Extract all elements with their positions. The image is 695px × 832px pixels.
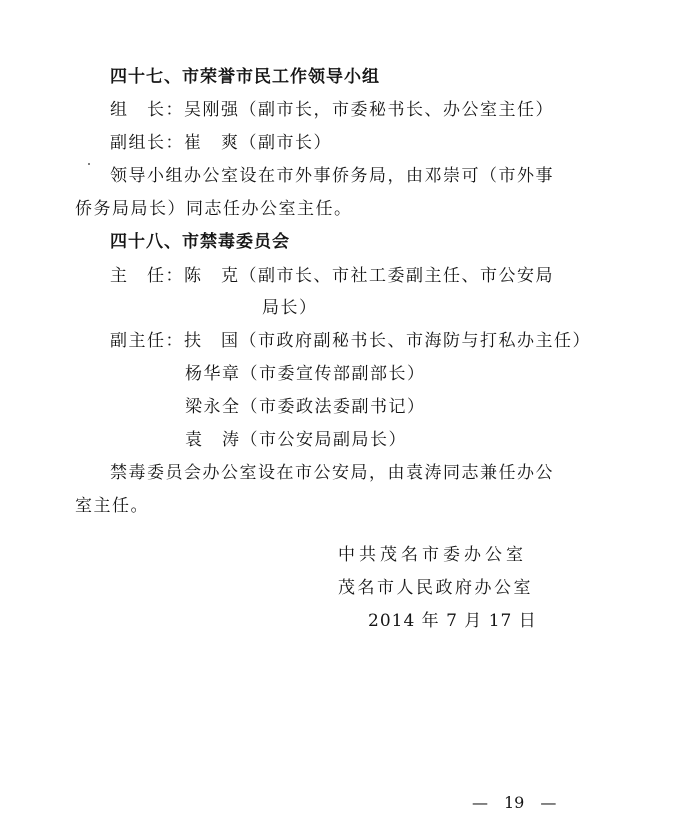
s47-deputy-row — [110, 133, 332, 153]
s47-deputy-label: 副组长： — [110, 133, 184, 153]
signature-org-1: 中共茂名市委办公室 — [338, 545, 527, 565]
s48-deputy-row — [110, 331, 591, 351]
s48-director-row — [110, 266, 554, 286]
s47-leader-label: 组 长： — [110, 100, 184, 120]
s48-deputy-2: 杨华章（市委宣传部副部长） — [185, 364, 426, 384]
s48-note-line-2: 室主任。 — [75, 496, 149, 516]
scan-speck — [88, 163, 90, 165]
page-number: — 19 — — [472, 793, 557, 812]
s48-director-value: 陈 克（副市长、市社工委副主任、市公安局 — [184, 266, 554, 286]
s48-deputy-3: 梁永全（市委政法委副书记） — [185, 397, 426, 417]
s48-deputy-1: 扶 国（市政府副秘书长、市海防与打私办主任） — [184, 331, 591, 351]
s47-note-line-1: 领导小组办公室设在市外事侨务局，由邓崇可（市外事 — [110, 166, 554, 186]
s48-note-line-1: 禁毒委员会办公室设在市公安局，由袁涛同志兼任办公 — [110, 463, 554, 483]
signature-date: 2014 年 7 月 17 日 — [368, 611, 537, 631]
s48-deputy-label: 副主任： — [110, 331, 184, 351]
s48-director-value-cont: 局长） — [262, 298, 318, 318]
section-47-heading: 四十七、市荣誉市民工作领导小组 — [110, 67, 380, 87]
s47-leader-row — [110, 100, 554, 120]
s48-director-label: 主 任： — [110, 266, 184, 286]
section-48-heading: 四十八、市禁毒委员会 — [110, 232, 290, 252]
s47-note-line-2: 侨务局局长）同志任办公室主任。 — [75, 199, 353, 219]
signature-org-2: 茂名市人民政府办公室 — [338, 578, 533, 598]
s47-leader-value: 吴刚强（副市长，市委秘书长、办公室主任） — [184, 100, 554, 120]
s48-deputy-4: 袁 涛（市公安局副局长） — [185, 430, 407, 450]
s47-deputy-value: 崔 爽（副市长） — [184, 133, 332, 153]
